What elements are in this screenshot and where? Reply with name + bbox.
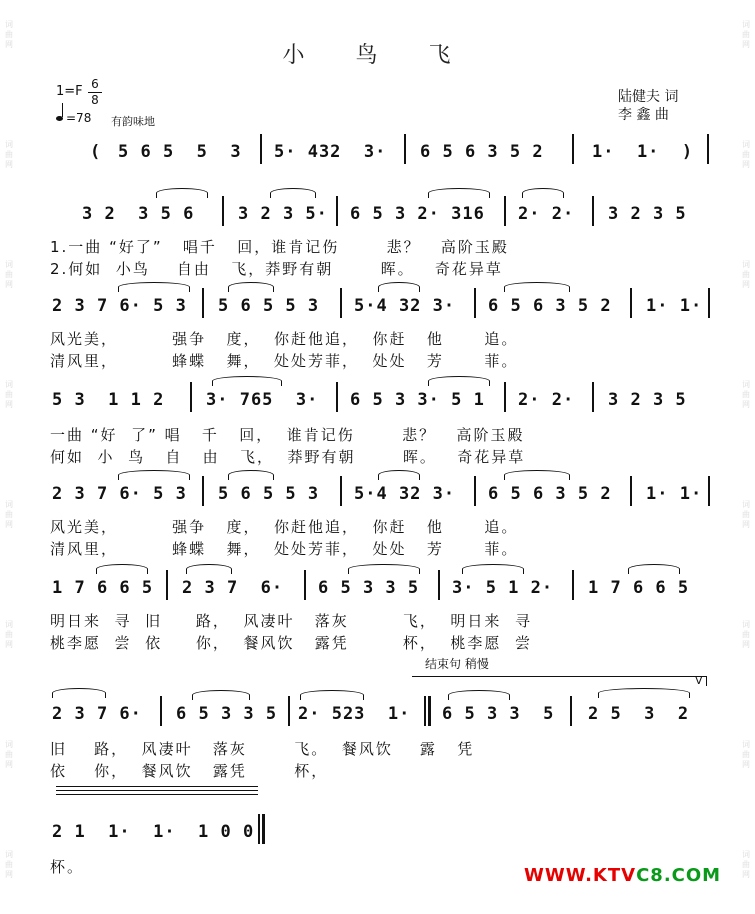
watermark-right: [737, 0, 755, 914]
notation-segment: 6 5 3 3· 5 1: [350, 390, 485, 410]
watermark-text: 词曲网: [742, 380, 750, 409]
final-barline: [258, 814, 260, 844]
notation-row-2: [52, 196, 712, 232]
barline: [630, 476, 632, 506]
barline: [260, 134, 262, 164]
lyric-line: 一曲 “好 了” 唱 千 回， 谁肯记伤 悲？ 高阶玉殿: [50, 426, 525, 444]
barline: [707, 134, 709, 164]
lyric-line: 2.何如 小鸟 自由 飞，莽野有朝 晖。 奇花异草: [50, 260, 503, 278]
final-barline-thick: [262, 814, 265, 844]
barline: [474, 288, 476, 318]
barline: [160, 696, 162, 726]
notation-row-8: [52, 814, 712, 850]
slur: [378, 282, 420, 292]
notation-segment: 3 2 3 5: [608, 390, 687, 410]
watermark-text: 词曲网: [5, 260, 13, 289]
slur: [628, 564, 680, 574]
repeat-barline-thick: [428, 696, 431, 726]
barline: [202, 288, 204, 318]
volta-bracket: [412, 676, 706, 677]
barline: [474, 476, 476, 506]
barline: [708, 476, 710, 506]
notation-segment: 6 5 6 3 5 2: [420, 142, 544, 162]
barline: [304, 570, 306, 600]
slur: [378, 470, 420, 480]
time-denominator: 8: [91, 93, 99, 107]
expression-marking: 有韵味地: [111, 115, 155, 128]
watermark-text: 词曲网: [5, 740, 13, 769]
barline: [202, 476, 204, 506]
watermark-text: 词曲网: [5, 140, 13, 169]
notation-row-4: [52, 382, 712, 418]
lyricist-credit: 陆健夫 词: [618, 89, 679, 105]
notation-segment: 2· 2·: [518, 390, 575, 410]
watermark-text: 词曲网: [742, 140, 750, 169]
watermark-left: [0, 0, 18, 914]
notation-row-5: [52, 476, 712, 512]
composer-credit: 李 鑫 曲: [618, 107, 669, 123]
site-logo-part2: C8.COM: [636, 865, 722, 886]
ending-label: 结束句 稍慢: [425, 657, 489, 671]
notation-segment: 5·4 32 3·: [354, 296, 456, 316]
slur: [300, 690, 364, 700]
lyric-line: 杯。: [50, 858, 85, 876]
watermark-text: 词曲网: [742, 740, 750, 769]
notation-segment: 2 3 7 6·: [182, 578, 284, 598]
notation-segment: 1· 1·: [646, 484, 703, 504]
notation-segment: 2 1 1· 1· 1 0 0: [52, 822, 255, 842]
notation-segment: 6 5 6 3 5 2: [488, 484, 612, 504]
notation-segment: 2 5 3 2: [588, 704, 690, 724]
lyric-line: 清风里， 蜂蝶 舞， 处处芳菲， 处处 芳 菲。: [50, 352, 519, 370]
slur: [96, 564, 148, 574]
lyric-line: 1.一曲 “好了” 唱千 回，谁肯记伤 悲？ 高阶玉殿: [50, 238, 509, 256]
barline: [336, 196, 338, 226]
notation-segment: 2 3 7 6·: [52, 704, 142, 724]
watermark-text: 词曲网: [742, 620, 750, 649]
slur: [504, 470, 570, 480]
slur: [428, 376, 490, 386]
barline: [708, 288, 710, 318]
barline: [504, 196, 506, 226]
lyric-line: 风光美， 强争 度， 你赶他追， 你赶 他 追。: [50, 518, 519, 536]
lyric-line: 依 你， 餐风饮 露凭 杯，: [50, 762, 329, 780]
notation-segment: 5 3 1 1 2: [52, 390, 165, 410]
slur: [598, 688, 690, 698]
notation-segment: 5 6 5 5 3: [218, 296, 320, 316]
barline: [288, 696, 290, 726]
lyric-line: 旧 路， 风凄叶 落灰 飞。 餐风饮 露 凭: [50, 740, 475, 758]
tie-lines: [56, 786, 258, 798]
tempo-value: =78: [66, 111, 92, 125]
time-numerator: 6: [91, 77, 99, 91]
watermark-text: 词曲网: [742, 500, 750, 529]
slur: [118, 470, 190, 480]
slur: [504, 282, 570, 292]
barline: [572, 570, 574, 600]
watermark-text: 词曲网: [742, 850, 750, 879]
notation-segment: (: [90, 142, 102, 162]
barline: [572, 134, 574, 164]
slur: [228, 470, 274, 480]
barline: [222, 196, 224, 226]
site-logo: [524, 865, 721, 886]
slur: [212, 376, 282, 386]
barline: [166, 570, 168, 600]
lyric-line: 风光美， 强争 度， 你赶他追， 你赶 他 追。: [50, 330, 519, 348]
notation-segment: 3· 5 1 2·: [452, 578, 554, 598]
slur: [192, 690, 250, 700]
notation-segment: 5· 432 3·: [274, 142, 387, 162]
notation-segment: 3 2 3 5: [608, 204, 687, 224]
barline: [592, 196, 594, 226]
notation-segment: 5·4 32 3·: [354, 484, 456, 504]
slur: [428, 188, 490, 198]
slur: [462, 564, 524, 574]
barline: [592, 382, 594, 412]
notation-segment: 2 3 7 6· 5 3: [52, 484, 187, 504]
notation-segment: 5 6 5 5 3: [218, 484, 320, 504]
key-signature: 1=F: [56, 84, 83, 99]
barline: [340, 476, 342, 506]
repeat-barline: [424, 696, 426, 726]
notation-segment: 3· 765 3·: [206, 390, 319, 410]
watermark-text: 词曲网: [5, 850, 13, 879]
notation-row-3: [52, 288, 712, 324]
volta-mark: V: [695, 674, 703, 687]
slur: [270, 188, 316, 198]
slur: [52, 688, 106, 698]
notation-segment: 1 7 6 6 5: [52, 578, 154, 598]
barline: [438, 570, 440, 600]
notation-segment: 2· 523 1·: [298, 704, 411, 724]
slur: [118, 282, 190, 292]
notation-segment: 6 5 3 3 5: [176, 704, 278, 724]
notation-segment: 6 5 3 3 5: [318, 578, 420, 598]
quarter-note-icon: [56, 116, 63, 121]
notation-segment: 6 5 6 3 5 2: [488, 296, 612, 316]
tempo-marking: [56, 111, 91, 125]
notation-segment: 5 6 5 5 3: [118, 142, 242, 162]
notation-segment: 6 5 3 3 5: [442, 704, 555, 724]
notation-segment: 2 3 7 6· 5 3: [52, 296, 187, 316]
lyric-line: 清风里， 蜂蝶 舞， 处处芳菲， 处处 芳 菲。: [50, 540, 519, 558]
slur: [522, 188, 564, 198]
notation-row-6: [52, 570, 712, 606]
notation-row-7: [52, 696, 712, 732]
barline: [630, 288, 632, 318]
site-logo-part1: WWW.KTV: [524, 865, 637, 886]
notation-row-1: [52, 134, 712, 170]
slur: [448, 690, 510, 700]
song-title: 小 鸟 飞: [282, 43, 473, 68]
slur: [228, 282, 274, 292]
slur: [348, 564, 420, 574]
time-signature: [88, 78, 102, 107]
barline: [504, 382, 506, 412]
notation-segment: 2· 2·: [518, 204, 575, 224]
notation-segment: 1 7 6 6 5: [588, 578, 690, 598]
notation-segment: 1· 1·: [646, 296, 703, 316]
barline: [336, 382, 338, 412]
barline: [570, 696, 572, 726]
barline: [404, 134, 406, 164]
watermark-text: 词曲网: [5, 620, 13, 649]
barline: [190, 382, 192, 412]
notation-segment: 1· 1· ): [592, 142, 694, 162]
volta-bracket-end: [706, 676, 707, 686]
notation-segment: 3 2 3 5·: [238, 204, 328, 224]
lyric-line: 明日来 寻 旧 路， 风凄叶 落灰 飞， 明日来 寻: [50, 612, 532, 630]
notation-segment: 6 5 3 2· 316: [350, 204, 485, 224]
lyric-line: 桃李愿 尝 依 你， 餐风饮 露凭 杯， 桃李愿 尝: [50, 634, 532, 652]
watermark-text: 词曲网: [5, 20, 13, 49]
watermark-text: 词曲网: [5, 380, 13, 409]
slur: [186, 564, 232, 574]
watermark-text: 词曲网: [742, 260, 750, 289]
barline: [340, 288, 342, 318]
notation-segment: 3 2 3 5 6: [82, 204, 195, 224]
watermark-text: 词曲网: [5, 500, 13, 529]
slur: [156, 188, 208, 198]
lyric-line: 何如 小 鸟 自 由 飞， 莽野有朝 晖。 奇花异草: [50, 448, 526, 466]
watermark-text: 词曲网: [742, 20, 750, 49]
